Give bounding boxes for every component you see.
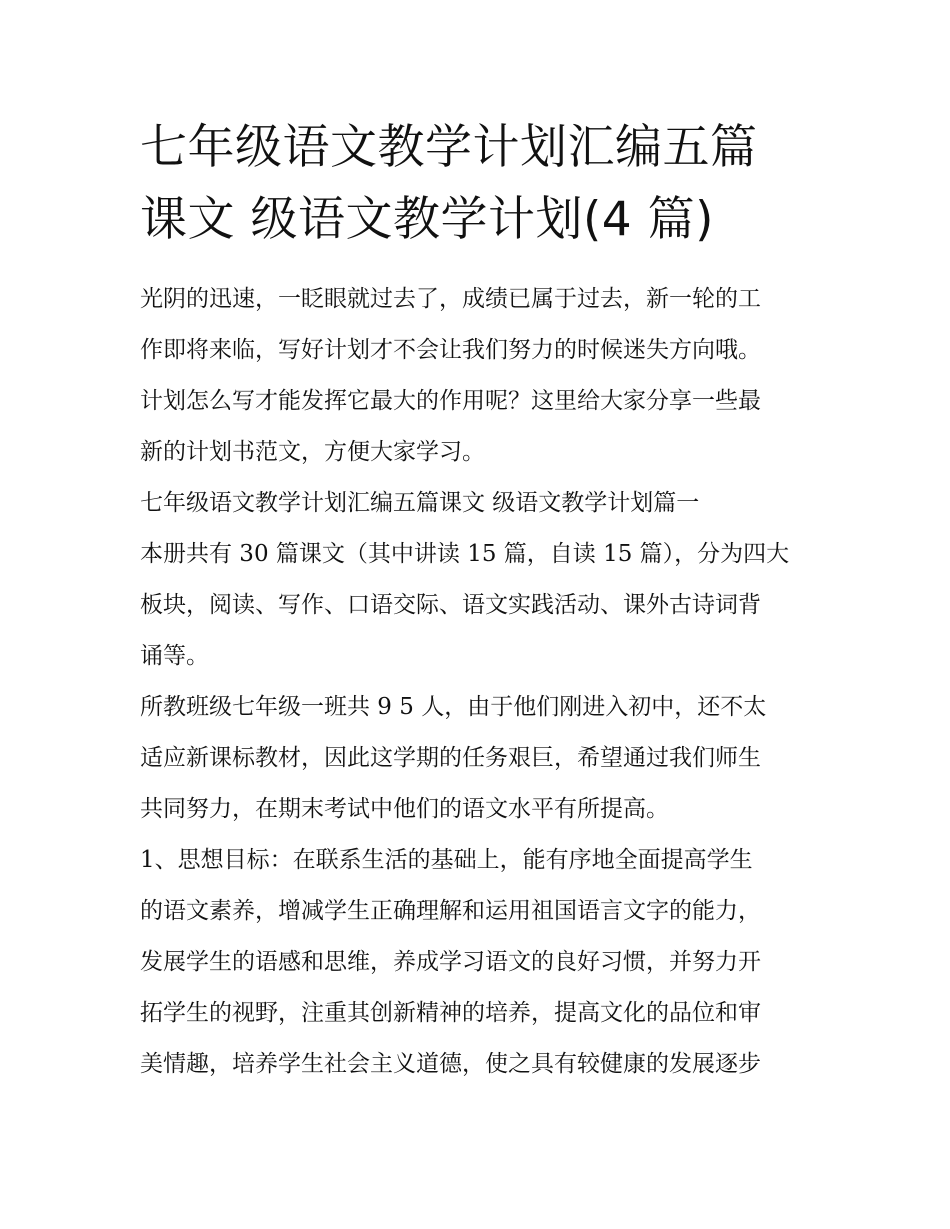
text-line: 共同努力，在期末考试中他们的语文水平有所提高。 bbox=[140, 796, 669, 822]
section-heading bbox=[140, 478, 812, 529]
textbook-paragraph bbox=[140, 529, 812, 682]
title-line: 课文 级语文教学计划(4 篇) bbox=[140, 192, 714, 247]
text-line: 适应新课标教材，因此这学期的任务艰巨，希望通过我们师生 bbox=[140, 745, 761, 771]
text-line: 美情趣，培养学生社会主义道德，使之具有较健康的发展逐步 bbox=[140, 1051, 761, 1077]
text-line: 本册共有 30 篇课文（其中讲读 15 篇，自读 15 篇），分为四大 bbox=[140, 541, 790, 567]
text-line: 板块，阅读、写作、口语交际、语文实践活动、课外古诗词背 bbox=[140, 592, 761, 618]
goals-paragraph bbox=[140, 835, 812, 1090]
title-line: 七年级语文教学计划汇编五篇 bbox=[140, 120, 758, 175]
text-line: 七年级语文教学计划汇编五篇课文 级语文教学计划篇一 bbox=[140, 490, 700, 516]
text-line: 计划怎么写才能发挥它最大的作用呢？这里给大家分享一些最 bbox=[140, 388, 761, 414]
intro-paragraph bbox=[140, 274, 812, 478]
text-line: 拓学生的视野，注重其创新精神的培养，提高文化的品位和审 bbox=[140, 1000, 761, 1026]
text-line: 新的计划书范文，方便大家学习。 bbox=[140, 439, 485, 465]
text-line: 发展学生的语感和思维，养成学习语文的良好习惯，并努力开 bbox=[140, 949, 761, 975]
text-line: 作即将来临，写好计划才不会让我们努力的时候迷失方向哦。 bbox=[140, 337, 761, 363]
text-line: 的语文素养，增减学生正确理解和运用祖国语言文字的能力， bbox=[140, 898, 761, 924]
class-paragraph bbox=[140, 682, 812, 835]
document-body bbox=[140, 112, 812, 1090]
text-line: 光阴的迅速，一眨眼就过去了，成绩已属于过去，新一轮的工 bbox=[140, 286, 761, 312]
text-line: 所教班级七年级一班共 9 5 人，由于他们刚进入初中，还不太 bbox=[140, 694, 767, 720]
text-line: 诵等。 bbox=[140, 643, 209, 669]
document-title bbox=[140, 112, 812, 256]
text-line: 1、思想目标：在联系生活的基础上，能有序地全面提高学生 bbox=[140, 847, 753, 873]
